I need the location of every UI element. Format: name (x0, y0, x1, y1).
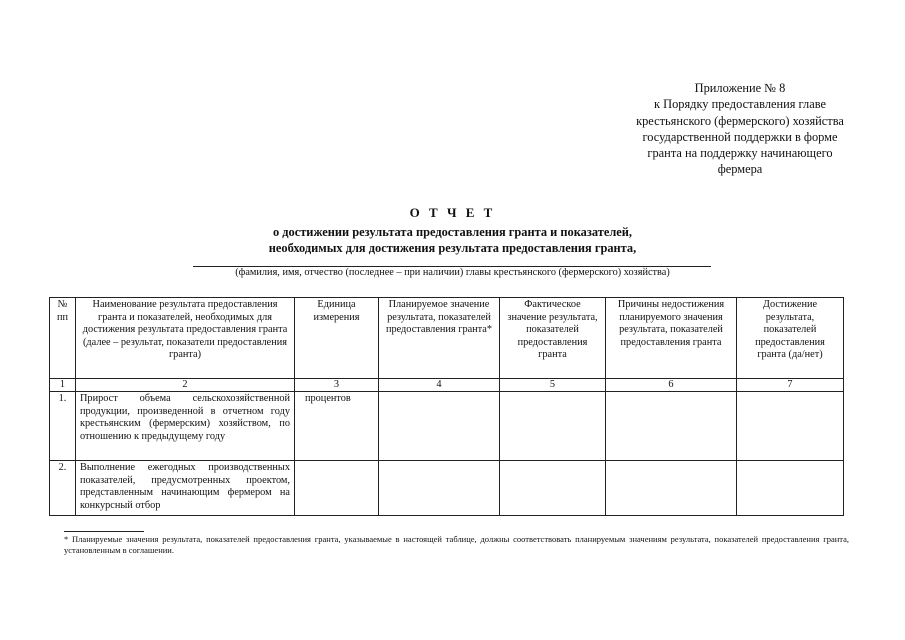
row-achieved (737, 461, 844, 516)
appendix-line: к Порядку предоставления главе (654, 97, 826, 112)
subtitle-line: необходимых для достижения результата предоставления гранта, (268, 241, 637, 255)
header-cell-planned: Планируемое значение результата, показателей предоставления гранта* (379, 298, 500, 379)
column-number: 2 (76, 379, 295, 392)
header-cell-reasons: Причины недостижения планируемого значения результата, показателей предоставления гранта (606, 298, 737, 379)
row-actual-value (500, 461, 606, 516)
column-number: 1 (50, 379, 76, 392)
report-subtitle (0, 224, 905, 256)
appendix-line: гранта на поддержку начинающего (647, 146, 833, 161)
row-number: 2. (50, 461, 76, 516)
footnote-separator (64, 531, 144, 532)
subtitle-line: о достижении результата предоставления гранта и показателей, (272, 225, 633, 239)
farmer-name-hint: (фамилия, имя, отчество (последнее – при наличии) главы крестьянского (фермерского) хозяйства) (235, 267, 670, 278)
column-number: 5 (500, 379, 606, 392)
header-cell-name: Наименование результата предоставления гранта и показателей, необходимых для достижения результата предоставления гранта (далее – результат, показатели предоставления гранта) (76, 298, 295, 379)
row-unit: процентов (295, 392, 379, 461)
row-indicator-name: Выполнение ежегодных производственных показателей, предусмотренных проектом, представленным начинающим фермером на конкурсный отбор (76, 461, 295, 516)
table-row (50, 461, 844, 516)
row-planned-value (379, 461, 500, 516)
column-number-row (50, 379, 844, 392)
appendix-line: Приложение № 8 (694, 81, 786, 95)
row-actual-value (500, 392, 606, 461)
header-cell-achieved: Достижение результата, показателей предоставления гранта (да/нет) (737, 298, 844, 379)
row-indicator-name: Прирост объема сельскохозяйственной продукции, произведенной в отчетном году крестьянским (фермерским) хозяйством, по отношению к предыдущему году (76, 392, 295, 461)
header-cell-number: № пп (50, 298, 76, 379)
row-achieved (737, 392, 844, 461)
row-number: 1. (50, 392, 76, 461)
report-title: О Т Ч Е Т (409, 205, 496, 220)
table-header-row (50, 298, 844, 379)
table-row (50, 392, 844, 461)
column-number: 6 (606, 379, 737, 392)
row-planned-value (379, 392, 500, 461)
row-reasons (606, 461, 737, 516)
column-number: 4 (379, 379, 500, 392)
appendix-block (595, 80, 885, 178)
header-cell-actual: Фактическое значение результата, показателей предоставления гранта (500, 298, 606, 379)
footnote: * Планируемые значения результата, показателей предоставления гранта, указываемые в настоящей таблице, должны соответствовать планируемым значениям результата, показателей предоставления гранта, установленным в соглашении. (64, 534, 849, 555)
row-reasons (606, 392, 737, 461)
row-unit (295, 461, 379, 516)
appendix-line: государственной поддержки в форме (642, 129, 838, 144)
header-cell-unit: Единица измерения (295, 298, 379, 379)
column-number: 3 (295, 379, 379, 392)
appendix-line: фермера (717, 162, 763, 177)
column-number: 7 (737, 379, 844, 392)
report-table (49, 297, 844, 516)
appendix-line: крестьянского (фермерского) хозяйства (636, 113, 844, 128)
